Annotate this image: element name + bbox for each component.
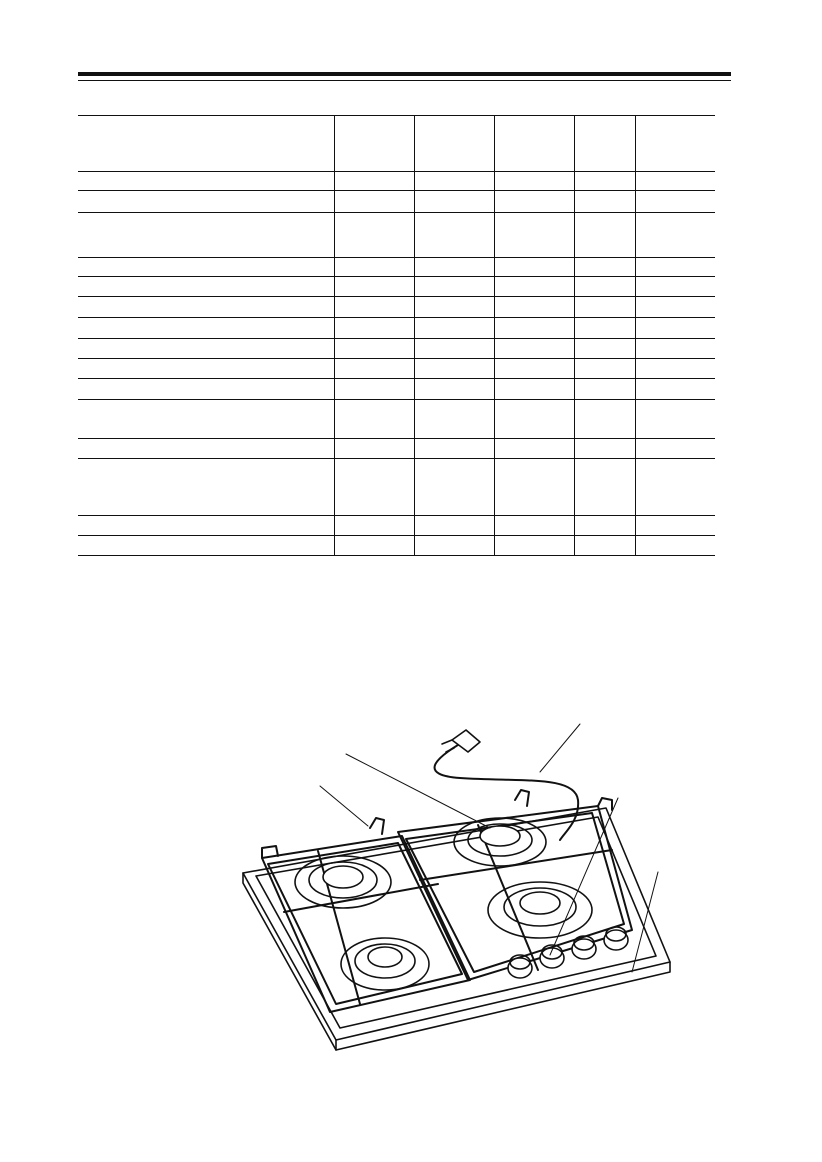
table-cell xyxy=(494,258,574,277)
table-cell xyxy=(574,379,635,400)
table-header-row xyxy=(78,116,715,172)
table-row xyxy=(78,191,715,213)
table-cell xyxy=(635,400,715,439)
table-cell xyxy=(78,297,334,318)
table-row xyxy=(78,297,715,318)
table-cell xyxy=(414,359,494,379)
table-row xyxy=(78,459,715,516)
table-cell xyxy=(494,379,574,400)
header-rule-thick xyxy=(78,72,731,76)
table-cell xyxy=(334,379,414,400)
table-row xyxy=(78,213,715,258)
table-cell xyxy=(635,339,715,359)
table-cell xyxy=(414,213,494,258)
table-cell xyxy=(414,536,494,556)
table-cell xyxy=(574,213,635,258)
table-cell xyxy=(78,191,334,213)
table-cell xyxy=(78,172,334,191)
table-cell xyxy=(635,213,715,258)
table-cell xyxy=(78,439,334,459)
table-cell xyxy=(574,339,635,359)
table-cell xyxy=(574,258,635,277)
table-cell xyxy=(574,439,635,459)
table-cell xyxy=(334,191,414,213)
table-cell xyxy=(414,191,494,213)
table-cell xyxy=(334,318,414,339)
table-cell xyxy=(635,439,715,459)
table-cell xyxy=(78,258,334,277)
table-cell xyxy=(414,172,494,191)
knob-3 xyxy=(572,936,596,959)
table-cell xyxy=(78,459,334,516)
header-rule-thin xyxy=(78,80,731,81)
table-cell xyxy=(334,339,414,359)
table-cell xyxy=(414,318,494,339)
table-cell xyxy=(414,258,494,277)
table-cell xyxy=(574,400,635,439)
table-cell xyxy=(494,116,574,172)
table-cell xyxy=(414,459,494,516)
table-cell xyxy=(574,191,635,213)
table-cell xyxy=(78,400,334,439)
table-cell xyxy=(334,297,414,318)
table-cell xyxy=(635,258,715,277)
table-cell xyxy=(78,318,334,339)
table-cell xyxy=(494,516,574,536)
table-cell xyxy=(414,439,494,459)
table-cell xyxy=(574,297,635,318)
table-cell xyxy=(78,116,334,172)
table-cell xyxy=(414,297,494,318)
table-cell xyxy=(78,536,334,556)
specification-table xyxy=(78,115,715,556)
table-cell xyxy=(494,400,574,439)
table-cell xyxy=(635,318,715,339)
table-cell xyxy=(414,339,494,359)
table-row xyxy=(78,359,715,379)
table-cell xyxy=(78,379,334,400)
table-cell xyxy=(494,339,574,359)
table-cell xyxy=(494,277,574,297)
table-cell xyxy=(78,277,334,297)
table-cell xyxy=(334,439,414,459)
table-row xyxy=(78,277,715,297)
table-cell xyxy=(494,318,574,339)
knob-4 xyxy=(604,927,628,950)
table-cell xyxy=(635,459,715,516)
table-row xyxy=(78,172,715,191)
table-cell xyxy=(494,213,574,258)
table-cell xyxy=(494,359,574,379)
table-cell xyxy=(494,172,574,191)
table-cell xyxy=(334,516,414,536)
table-cell xyxy=(635,516,715,536)
table-cell xyxy=(494,459,574,516)
table-row xyxy=(78,379,715,400)
table-cell xyxy=(635,277,715,297)
table-cell xyxy=(574,172,635,191)
table-cell xyxy=(574,359,635,379)
table-cell xyxy=(414,277,494,297)
table-row xyxy=(78,258,715,277)
table-cell xyxy=(574,516,635,536)
table-row xyxy=(78,536,715,556)
table-cell xyxy=(334,258,414,277)
table-cell xyxy=(574,277,635,297)
table-cell xyxy=(494,297,574,318)
table-cell xyxy=(334,172,414,191)
table-row xyxy=(78,439,715,459)
table-cell xyxy=(635,116,715,172)
table-cell xyxy=(78,213,334,258)
table-cell xyxy=(494,191,574,213)
table-cell xyxy=(414,116,494,172)
table-cell xyxy=(334,536,414,556)
table-cell xyxy=(334,116,414,172)
table-cell xyxy=(334,277,414,297)
table-cell xyxy=(78,339,334,359)
table-cell xyxy=(414,379,494,400)
table-cell xyxy=(334,400,414,439)
table-cell xyxy=(334,459,414,516)
knob-2 xyxy=(540,945,564,968)
table-row xyxy=(78,318,715,339)
table-row xyxy=(78,400,715,439)
table-cell xyxy=(414,400,494,439)
table-cell xyxy=(334,213,414,258)
table-cell xyxy=(414,516,494,536)
table-row xyxy=(78,339,715,359)
table-cell xyxy=(78,359,334,379)
table-cell xyxy=(574,116,635,172)
table-cell xyxy=(635,536,715,556)
table-cell xyxy=(635,297,715,318)
table-cell xyxy=(635,359,715,379)
table-cell xyxy=(635,379,715,400)
table-cell xyxy=(334,359,414,379)
table-cell xyxy=(78,516,334,536)
table-cell xyxy=(494,439,574,459)
table-row xyxy=(78,516,715,536)
table-cell xyxy=(574,536,635,556)
table-cell xyxy=(574,459,635,516)
knob-1 xyxy=(508,955,532,978)
table-cell xyxy=(494,536,574,556)
table-cell xyxy=(574,318,635,339)
table-cell xyxy=(635,191,715,213)
table-cell xyxy=(635,172,715,191)
